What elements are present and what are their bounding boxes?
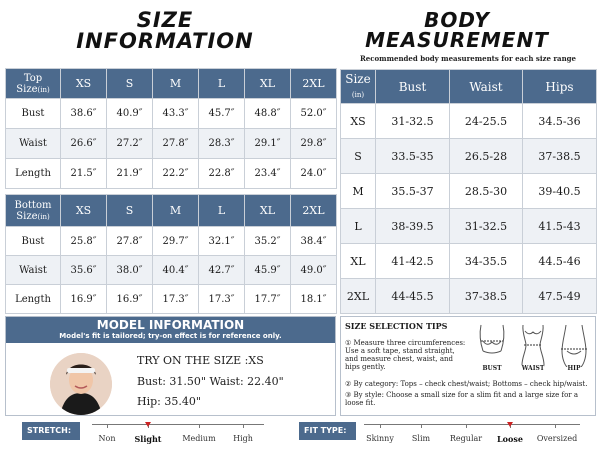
- fit-tick: [421, 424, 422, 428]
- body-measurement-title-line1: BODY: [424, 8, 490, 32]
- table-row: [341, 139, 597, 174]
- row-label: Length: [6, 159, 61, 189]
- model-hip: Hip: 35.40": [137, 395, 201, 408]
- table-row: [6, 159, 337, 189]
- table-cell: 18.1″: [291, 285, 337, 314]
- table-cell: 25.8″: [61, 227, 107, 256]
- table-cell: 29.7″: [153, 227, 199, 256]
- model-try-on-size: TRY ON THE SIZE :XS: [137, 354, 264, 367]
- table-cell: 24-25.5: [450, 104, 523, 139]
- top-size-header: L: [199, 69, 245, 99]
- table-cell: 35.5-37: [376, 174, 450, 209]
- row-label: Bust: [6, 99, 61, 129]
- stretch-scale-line: [92, 424, 264, 425]
- bottom-corner-unit: (in): [37, 212, 50, 221]
- tip-measure: ① Measure three circumferences: Use a soft tape, stand straight, and measure chest, waist, and hips gently.: [345, 339, 466, 371]
- table-cell: 49.0″: [291, 256, 337, 285]
- row-label: Bust: [6, 227, 61, 256]
- table-row: [6, 99, 337, 129]
- body-size-unit: (in): [351, 90, 365, 99]
- bottom-corner-label: Bottom: [14, 199, 52, 211]
- table-cell: 39-40.5: [523, 174, 597, 209]
- stretch-option: High: [233, 434, 253, 443]
- table-cell: 17.7″: [245, 285, 291, 314]
- table-cell: 43.3″: [153, 99, 199, 129]
- table-cell: 29.1″: [245, 129, 291, 159]
- tip-category: ② By category: Tops – check chest/waist; Bottoms – check hip/waist.: [345, 380, 588, 388]
- table-cell: 27.8″: [153, 129, 199, 159]
- body-size-label: Size: [345, 72, 371, 87]
- top-corner-size: Size: [16, 83, 38, 95]
- top-size-header: M: [153, 69, 199, 99]
- table-cell: 31-32.5: [450, 209, 523, 244]
- fit-option: Regular: [449, 434, 483, 443]
- bottom-size-header: M: [153, 195, 199, 227]
- bottom-size-header: XL: [245, 195, 291, 227]
- bottom-size-header: XS: [61, 195, 107, 227]
- table-cell: 16.9″: [107, 285, 153, 314]
- hip-figure-icon: [555, 321, 593, 369]
- fit-tick: [380, 424, 381, 428]
- table-row: [6, 227, 337, 256]
- fit-option: Skinny: [366, 434, 394, 443]
- bottom-size-table: [5, 194, 337, 314]
- table-cell: 44-45.5: [376, 279, 450, 314]
- body-measurement-title-line2: MEASUREMENT: [365, 28, 549, 52]
- stretch-tick: [107, 424, 108, 428]
- table-cell: 45.7″: [199, 99, 245, 129]
- table-cell: 38.4″: [291, 227, 337, 256]
- top-size-header: 2XL: [291, 69, 337, 99]
- table-row: [341, 279, 597, 314]
- fit-type-scale-line: [364, 424, 580, 425]
- top-corner-label: Top: [23, 72, 43, 84]
- row-label: S: [341, 139, 376, 174]
- table-cell: 52.0″: [291, 99, 337, 129]
- body-measurement-title: [352, 10, 562, 50]
- fit-option-selected: Loose: [497, 434, 523, 444]
- table-cell: 23.4″: [245, 159, 291, 189]
- stretch-label: STRETCH:: [22, 422, 80, 440]
- table-row: [341, 174, 597, 209]
- fit-option: Slim: [411, 434, 431, 443]
- table-cell: 37-38.5: [523, 139, 597, 174]
- table-cell: 41-42.5: [376, 244, 450, 279]
- table-cell: 33.5-35: [376, 139, 450, 174]
- fit-tick: [555, 424, 556, 428]
- bottom-size-header: S: [107, 195, 153, 227]
- table-cell: 47.5-49: [523, 279, 597, 314]
- model-information-title: MODEL INFORMATION: [96, 318, 245, 332]
- table-cell: 21.9″: [107, 159, 153, 189]
- row-label: Waist: [6, 129, 61, 159]
- table-cell: 40.9″: [107, 99, 153, 129]
- table-cell: 37-38.5: [450, 279, 523, 314]
- stretch-selected-marker: [145, 422, 151, 427]
- table-cell: 45.9″: [245, 256, 291, 285]
- table-cell: 27.8″: [107, 227, 153, 256]
- table-row: [6, 285, 337, 314]
- size-information-title: [60, 10, 270, 52]
- row-label: Waist: [6, 256, 61, 285]
- top-size-table: [5, 68, 337, 189]
- table-cell: 28.5-30: [450, 174, 523, 209]
- row-label: XS: [341, 104, 376, 139]
- table-cell: 26.5-28: [450, 139, 523, 174]
- row-label: Length: [6, 285, 61, 314]
- table-cell: 22.8″: [199, 159, 245, 189]
- hip-figure-label: HIP: [567, 365, 581, 372]
- table-cell: 29.8″: [291, 129, 337, 159]
- stretch-tick: [199, 424, 200, 428]
- table-cell: 34.5-36: [523, 104, 597, 139]
- top-size-corner: [6, 69, 61, 99]
- table-cell: 22.2″: [153, 159, 199, 189]
- top-corner-unit: (in): [37, 85, 50, 94]
- bust-figure-icon: [473, 321, 511, 369]
- top-size-header-row: [6, 69, 337, 99]
- model-information-panel: [5, 316, 336, 416]
- table-cell: 21.5″: [61, 159, 107, 189]
- model-bust-waist: Bust: 31.50" Waist: 22.40": [137, 375, 284, 388]
- body-waist-header: Waist: [450, 70, 523, 104]
- table-cell: 40.4″: [153, 256, 199, 285]
- body-measurement-subtitle: Recommended body measurements for each size range: [359, 54, 577, 63]
- table-cell: 41.5-43: [523, 209, 597, 244]
- bottom-size-corner: [6, 195, 61, 227]
- stretch-option-selected: Slight: [134, 434, 162, 444]
- table-cell: 17.3″: [199, 285, 245, 314]
- table-cell: 42.7″: [199, 256, 245, 285]
- fit-selected-marker: [507, 422, 513, 427]
- row-label: 2XL: [341, 279, 376, 314]
- fit-type-label: FIT TYPE:: [299, 422, 356, 440]
- table-cell: 32.1″: [199, 227, 245, 256]
- table-cell: 28.3″: [199, 129, 245, 159]
- body-header-row: [341, 70, 597, 104]
- row-label: XL: [341, 244, 376, 279]
- bust-figure-label: BUST: [482, 365, 502, 372]
- model-information-note: Model's fit is tailored; try-on effect is for reference only.: [59, 332, 282, 340]
- table-row: [341, 244, 597, 279]
- table-cell: 44.5-46: [523, 244, 597, 279]
- table-cell: 31-32.5: [376, 104, 450, 139]
- table-cell: 27.2″: [107, 129, 153, 159]
- tips-title: SIZE SELECTION TIPS: [345, 321, 448, 331]
- body-hips-header: Hips: [523, 70, 597, 104]
- stretch-tick: [243, 424, 244, 428]
- table-row: [6, 256, 337, 285]
- bottom-corner-size: Size: [16, 210, 38, 222]
- top-size-header: XL: [245, 69, 291, 99]
- table-cell: 35.2″: [245, 227, 291, 256]
- waist-figure-icon: [514, 321, 552, 369]
- fit-option: Oversized: [536, 434, 578, 443]
- stretch-option: Non: [98, 434, 116, 443]
- bottom-size-header: L: [199, 195, 245, 227]
- table-cell: 24.0″: [291, 159, 337, 189]
- row-label: M: [341, 174, 376, 209]
- size-selection-tips-panel: [340, 316, 596, 416]
- stretch-option: Medium: [182, 434, 216, 443]
- table-cell: 38.6″: [61, 99, 107, 129]
- fit-tick: [466, 424, 467, 428]
- table-row: [6, 129, 337, 159]
- table-cell: 17.3″: [153, 285, 199, 314]
- size-information-title-line2: INFORMATION: [76, 29, 254, 53]
- body-measurement-table: [340, 69, 597, 314]
- model-information-header: [6, 317, 335, 343]
- top-size-header: S: [107, 69, 153, 99]
- table-cell: 48.8″: [245, 99, 291, 129]
- table-cell: 34-35.5: [450, 244, 523, 279]
- table-row: [341, 209, 597, 244]
- body-bust-header: Bust: [376, 70, 450, 104]
- bottom-size-header-row: [6, 195, 337, 227]
- body-size-header: [341, 70, 376, 104]
- size-information-title-line1: SIZE: [136, 8, 194, 32]
- table-cell: 38.0″: [107, 256, 153, 285]
- model-avatar: [50, 353, 112, 415]
- table-cell: 16.9″: [61, 285, 107, 314]
- tip-style: ③ By style: Choose a small size for a slim fit and a large size for a loose fit.: [345, 391, 579, 407]
- table-cell: 35.6″: [61, 256, 107, 285]
- waist-figure-label: WAIST: [521, 365, 545, 372]
- bottom-size-header: 2XL: [291, 195, 337, 227]
- table-row: [341, 104, 597, 139]
- table-cell: 26.6″: [61, 129, 107, 159]
- row-label: L: [341, 209, 376, 244]
- top-size-header: XS: [61, 69, 107, 99]
- table-cell: 38-39.5: [376, 209, 450, 244]
